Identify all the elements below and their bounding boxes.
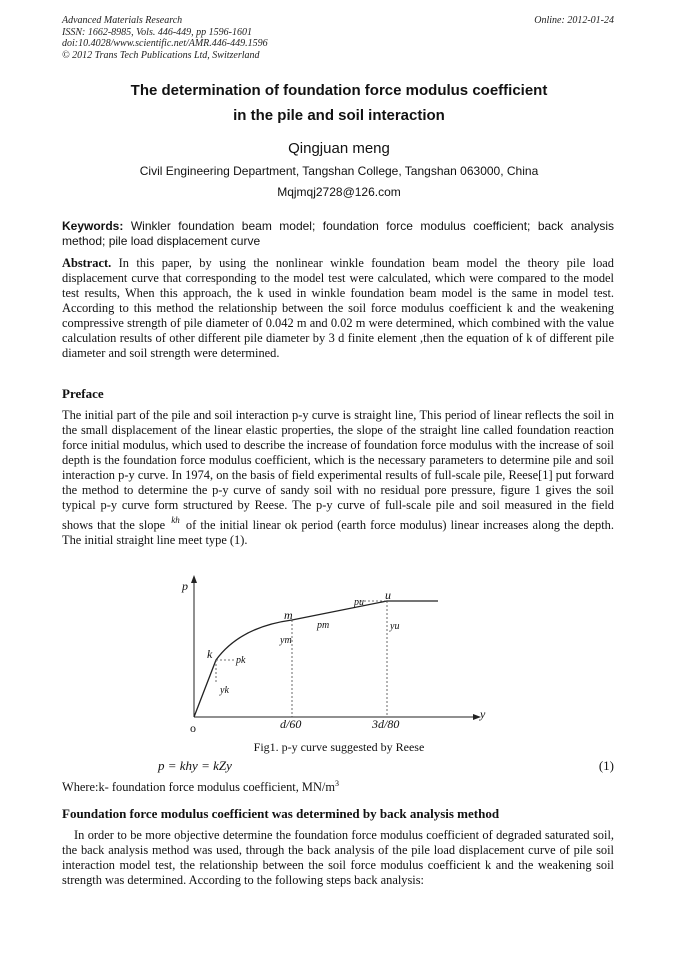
preface-text-a: The initial part of the pile and soil interaction p-y curve is straight line, This period of linear reflects the soil in the small displacement of the linear elastic properties, the slope of the straight line called foundation reaction force initial modulus, which used to describe the increase of foundation force modulus with the increase of soil depth is the foundation force modulus coefficient, which is the necessary parameters to determine pile and soil interaction p-y curve. In 1974, on the basis of field experimental results of full-scale pile, Reese[1] put forward the method to determine the p-y curve of sandy soil with no residual pore pressure, figure 1 gives the soil typical p-y curve form structured by Reese. The p-y curve of full-scale pile and soil measured in the field shows that the slope [62, 408, 614, 532]
k-label: k [207, 647, 213, 661]
preface-text-b: of the initial linear ok period (earth force modulus) linear increases along the depth. The initial straight line meet type (1). [62, 518, 614, 547]
origin-label: o [190, 721, 196, 735]
preface-heading: Preface [62, 386, 104, 401]
tick-3d80: 3d/80 [372, 717, 400, 731]
where-line [62, 776, 614, 795]
abstract [62, 256, 614, 361]
m-label: m [284, 608, 293, 622]
preface-paragraph [62, 408, 614, 548]
online-date: Online: 2012-01-24 [534, 15, 614, 26]
author-name: Qingjuan meng [288, 140, 390, 157]
pm-label: pm [317, 620, 330, 631]
ym-label: ym [280, 635, 292, 646]
equation-1: p = khy = kZy [158, 758, 232, 773]
keywords [62, 219, 614, 248]
tick-d60: d/60 [280, 717, 302, 731]
figure-caption: Fig1. p-y curve suggested by Reese [253, 740, 425, 754]
paper-title-line-1: The determination of foundation force modulus coefficient [130, 82, 548, 99]
copyright-line: © 2012 Trans Tech Publications Ltd, Switzerland [62, 49, 260, 61]
abstract-text: In this paper, by using the nonlinear winkle foundation beam model the theory pile load displacement curve that corresponding to the model test were calculated, which were compared to the model test results, When this approach, the k used in winkle foundation beam model is the same in model test. According to this method the relationship between the soil force modulus coefficient k and the weakening compressive strength of pile diameter of 0.042 m and 0.02 m were determined, which combined with the value calculation results of other different pile diameter by 3 d finite element ,then the equation of k of different pile diameter and soil strength were determined. [62, 256, 614, 360]
pu-label: pu [354, 597, 364, 608]
equation-number: (1) [598, 758, 614, 773]
author-email[interactable]: Mqjmqj2728@126.com [277, 185, 401, 199]
p-axis-arrow [191, 575, 197, 583]
y-axis-label: y [480, 707, 486, 721]
keywords-label: Keywords: [62, 219, 124, 233]
journal-header [62, 15, 268, 61]
p-axis-label: p [182, 579, 188, 593]
yk-label: yk [220, 685, 229, 696]
section2-heading: Foundation force modulus coefficient was determined by back analysis method [62, 806, 500, 821]
u-label: u [385, 588, 391, 602]
doi-line: doi:10.4028/www.scientific.net/AMR.446-449.1596 [62, 38, 268, 49]
keywords-text: Winkler foundation beam model; foundation force modulus coefficient; back analysis method; pile load displacement curve [62, 219, 614, 248]
section2-paragraph: In order to be more objective determine the foundation force modulus coefficient of degraded saturated soil, the back analysis method was used, through the back analysis of the pile load displacement curve of pile soil interaction model test, the relationship between the soil force modulus coefficient k and the weakening soil strength was determined. According to the following steps back analysis: [62, 828, 614, 887]
affiliation: Civil Engineering Department, Tangshan College, Tangshan 063000, China [139, 164, 539, 178]
where-exponent: 3 [334, 779, 339, 788]
pk-label: pk [236, 655, 246, 666]
p-y-curve-figure [180, 572, 500, 737]
abstract-label: Abstract. [62, 256, 112, 270]
issn-line: ISSN: 1662-8985, Vols. 446-449, pp 1596-1601 [62, 26, 252, 38]
paper-title-line-2: in the pile and soil interaction [233, 107, 445, 124]
journal-name: Advanced Materials Research [62, 15, 183, 26]
slope-symbol: kh [171, 515, 180, 525]
p-y-curve [194, 601, 438, 717]
where-text: Where:k- foundation force modulus coefficient, MN/m [62, 780, 335, 795]
yu-label: yu [390, 621, 400, 632]
